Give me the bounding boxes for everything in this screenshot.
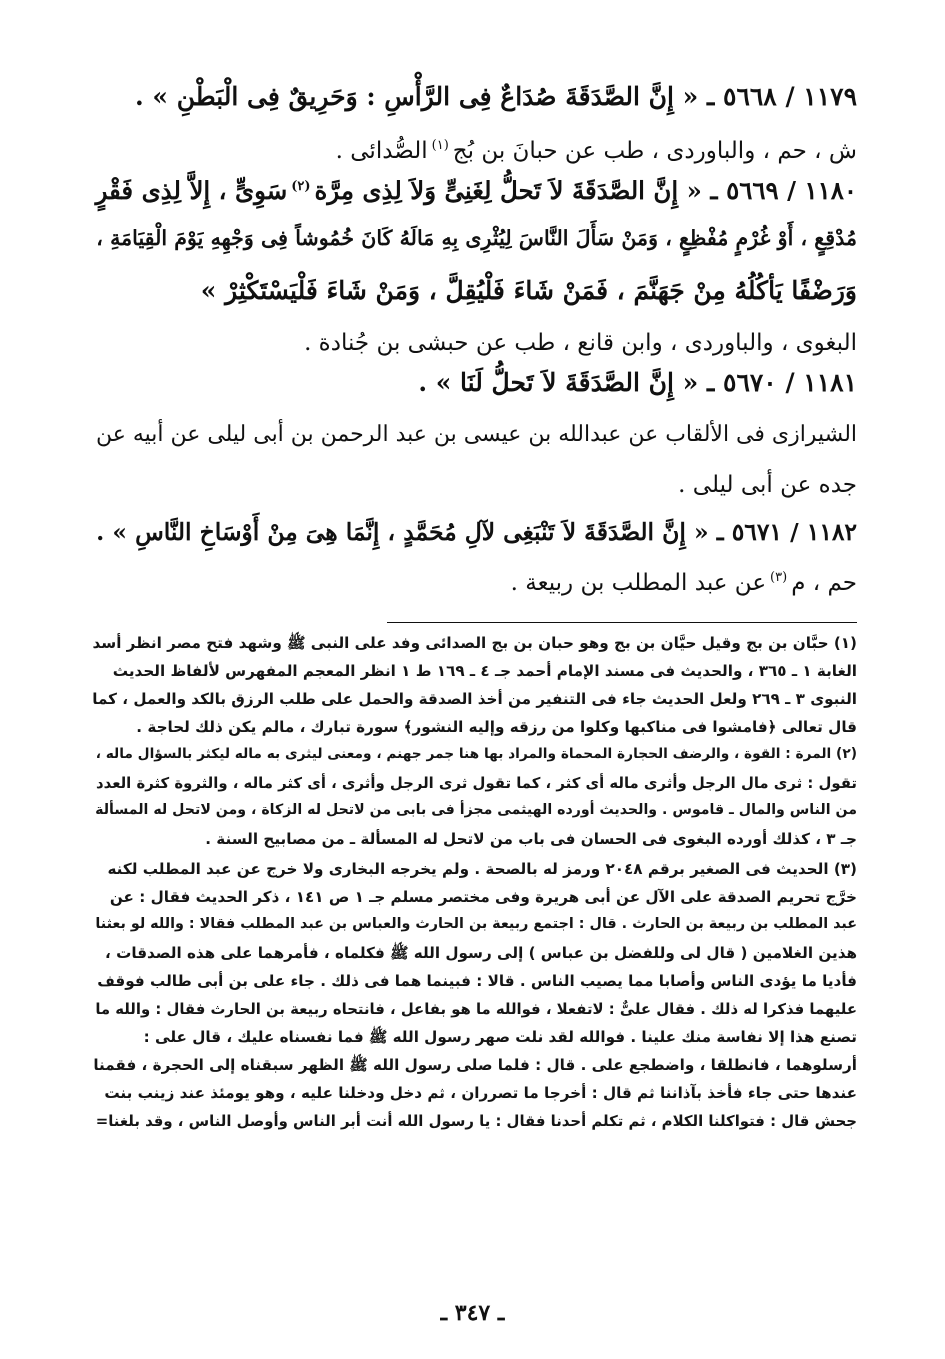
footnote-3-line: خرَّج تحريم الصدقة على الآل عن أبى هريرة وفى مختصر مسلم جـ ١ ص ١٤١ ، ذكر الحديث فقال : عن <box>109 888 857 906</box>
hadith-1181-source-line-2: جده عن أبى ليلى . <box>678 472 857 498</box>
footnote-2-line: تقول : ثرى مال الرجل وأثرى ماله أى كثر ، كما تقول ثرى الرجل وأثرى ، أى كثر ماله ، والثروة كثرة العدد <box>96 774 857 792</box>
footnote-1-line: النبوى ٣ ـ ٢٦٩ ولعل الحديث جاء فى التنفير من أخذ الصدقة والحمل على طلب الرزق بالكد والعمل ، كما <box>92 690 857 708</box>
hadith-1179-text: ١١٧٩ / ٥٦٦٨ ـ « إِنَّ الصَّدَقَةَ صُدَاعٌ فِى الرَّأْسِ : وَحَرِيقٌ فِى الْبَطْنِ » . <box>134 82 857 111</box>
footnote-2-line: جـ ٣ ، كذلك أورده البغوى فى الحسان فى باب من لاتحل له المسألة ـ من مصابيح السنة . <box>205 830 857 848</box>
footnote-3-line: فأديا ما يؤدى الناس وأصابا مما يصيب الناس . قالا : فبينما هما فى ذلك . جاء على بن أبى طالب فوقف <box>97 972 857 990</box>
footnote-3-line: عبد المطلب بن ربيعة بن الحارث . قال : اجتمع ربيعة بن الحارث والعباس بن عبد المطلب فقالا : والله لو بعثنا <box>95 916 857 932</box>
footnote-3-line: عليهما فذكرا له ذلك . فقال علىٌّ : لاتفعلا ، فوالله ما هو بفاعل ، فانتحاه ربيعة بن الحارث فقال : والله ما <box>95 1000 857 1018</box>
footnote-separator <box>387 622 857 623</box>
footnote-ref-3[interactable]: (٣) <box>770 570 788 586</box>
hadith-1181-source-line-1: الشيرازى فى الألقاب عن عبدالله بن عيسى بن عبد الرحمن بن أبى ليلى عن أبيه عن <box>96 422 857 447</box>
hadith-1180-source: البغوى ، والباوردى ، وابن قانع ، طب عن حبشى بن جُنادة . <box>304 330 857 356</box>
hadith-1180-line-3: وَرَضْفًا يَأكُلُهُ مِنْ جَهَنَّمَ ، فَمَنْ شَاءَ فَلْيُقِلَّ ، وَمَنْ شَاءَ فَلْيَسْتَكْثِرْ » <box>200 276 857 305</box>
hadith-1179-source-b: الصُّدائى . <box>335 138 428 164</box>
footnote-3-line: (٣) الحديث فى الصغير برقم ٢٠٤٨ ورمز له بالصحة . ولم يخرجه البخارى ولا خرج عن عبد المطلب لكنه <box>107 860 857 878</box>
hadith-1180-line-1 <box>96 176 857 205</box>
footnote-3-line: أرسلوهما ، فانطلقا ، واضطجع على . قال : فلما صلى رسول الله ﷺ الظهر سبقناه إلى الحجرة ، فقمنا <box>93 1056 857 1074</box>
hadith-1181-text: ١١٨١ / ٥٦٧٠ ـ « إِنَّ الصَّدَقَةَ لاَ تَحلُّ لَنَا » . <box>418 368 857 397</box>
footnote-1-line: (١) حبَّان بن بج وقيل حيَّان بن بج وهو حبان بن بج الصدائى وفد على النبى ﷺ وشهد فتح مصر انظر أسد <box>92 634 857 652</box>
footnote-ref-2[interactable]: (٢) <box>291 178 311 194</box>
footnote-1-line: الغابة ١ ـ ٣٦٥ ، والحديث فى مسند الإمام أحمد جـ ٤ ـ ١٦٩ ط ١ انظر المعجم المفهرس لألفاظ الحديث <box>112 662 857 680</box>
hadith-1180-line-2: مُدْقِعٍ ، أَوْ غُرْمٍ مُفْظِعٍ ، وَمَنْ سَأَلَ النَّاسَ لِيُثْرِى بِهِ مَالَهُ كَانَ خُمُوشاً فِى وَجْهِهِ يَوْمَ الْقِيَامَةِ ، <box>96 226 857 250</box>
hadith-1179-source-a: ش ، حم ، والباوردى ، طب عن حبانَ بن بُج <box>452 138 857 164</box>
hadith-1182-source-a: حم ، م <box>791 570 857 596</box>
footnote-2-line: (٢) المرة : القوة ، والرضف الحجارة المحماة والمراد بها هنا جمر جهنم ، ومعنى ليثرى به ماله ليكثر بالسؤال ماله ، <box>95 746 857 762</box>
footnote-3-line: جحش قال : فتواكلنا الكلام ، ثم تكلم أحدنا فقال : يا رسول الله أنت أبر الناس وأوصل الناس ، وقد بلغنا= <box>95 1112 857 1130</box>
footnote-1-line: قال تعالى ﴿فامشوا فى مناكبها وكلوا من رزقه وإليه النشور﴾ سورة تبارك ، مالم يكن ذلك لحاجة . <box>136 718 857 736</box>
hadith-1182-source-b: عن عبد المطلب بن ربيعة . <box>510 570 767 596</box>
hadith-1182-source <box>511 570 857 596</box>
footnote-3-line: تصنع هذا إلا نفاسة منك علينا . فوالله لقد نلت صهر رسول الله ﷺ فما نفسناه عليك ، قال على : <box>143 1028 857 1046</box>
hadith-1182-text: ١١٨٢ / ٥٦٧١ ـ « إِنَّ الصَّدَقَةَ لاَ تَنْبَغِى لآلِ مُحَمَّدٍ ، إِنَّمَا هِىَ مِنْ أَوْسَاخِ النَّاسِ » . <box>96 518 857 546</box>
hadith-1180-line-1b: سَوِىٍّ ، إِلاَّ لِذِى فَقْرٍ <box>95 176 288 205</box>
hadith-1179-source <box>336 138 857 164</box>
footnote-ref-1[interactable]: (١) <box>431 138 449 154</box>
hadith-1180-line-1a: ١١٨٠ / ٥٦٦٩ ـ « إِنَّ الصَّدَقَةَ لاَ تَحلُّ لِغَنِىٍّ وَلاَ لِذِى مِرَّة <box>314 176 857 205</box>
page-number: ـ ٣٤٧ ـ <box>440 1300 505 1326</box>
footnote-3-line: هذين الغلامين ( قال لى وللفضل بن عباس ) إلى رسول الله ﷺ فكلماه ، فأمرهما على هذه الصدقات ، <box>105 944 857 962</box>
footnote-3-line: عندها حتى جاء فأخذ بآذاننا ثم قال : أخرجا ما تصرران ، ثم دخل ودخلنا عليه ، وهو يومئذ عند زينب بنت <box>104 1084 857 1102</box>
footnote-2-line: من الناس والمال ـ قاموس . والحديث أورده الهيثمى مجزأ فى بابى من لاتحل له الزكاة ، ومن لاتحل له المسألة <box>95 802 857 818</box>
